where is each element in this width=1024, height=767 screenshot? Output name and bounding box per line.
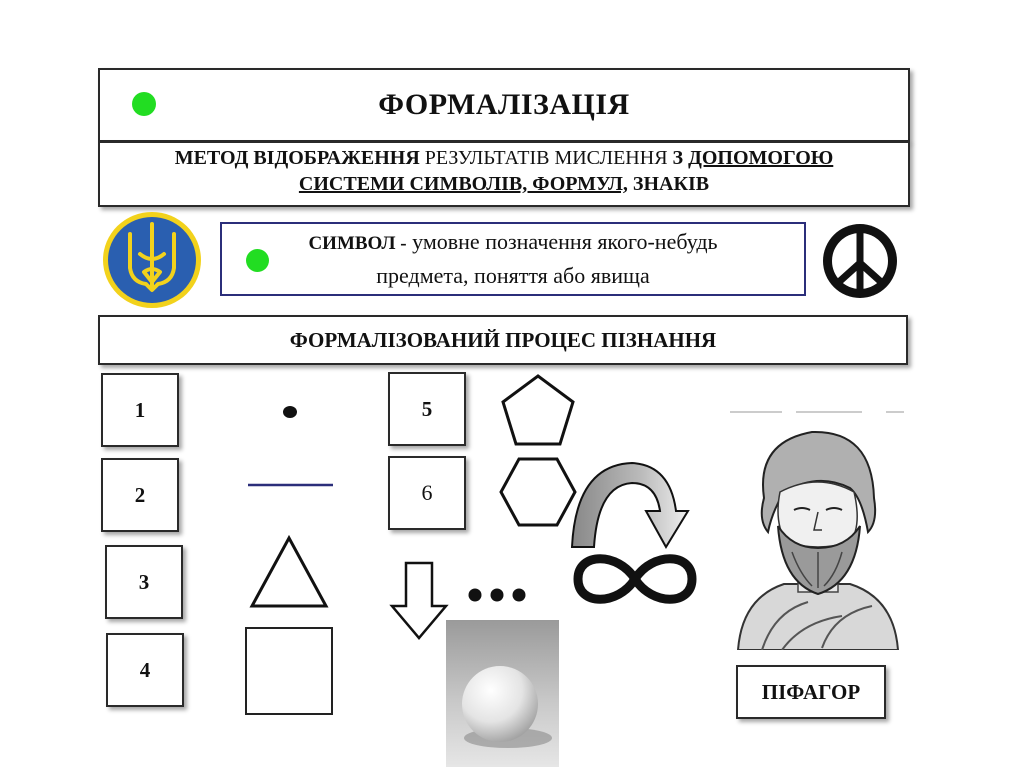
triangle-shape: [248, 534, 330, 610]
process-title: ФОРМАЛІЗОВАНИЙ ПРОЦЕС ПІЗНАННЯ: [289, 327, 717, 352]
definition-part-2: РЕЗУЛЬТАТІВ МИСЛЕННЯ: [419, 147, 673, 169]
pythagoras-bust-image: [722, 402, 912, 650]
symbol-term: СИМВОЛ -: [308, 233, 407, 254]
symbol-text-line-1: умовне позначення якого-небудь: [406, 229, 718, 254]
trident-emblem: [100, 210, 204, 310]
number-box-4: 4: [106, 633, 184, 707]
peace-sign-icon: [822, 223, 898, 299]
symbol-definition: [220, 226, 806, 292]
square-shape: [244, 626, 334, 716]
ellipsis-icon: [464, 585, 534, 605]
definition-part-6: ЗНАКІВ: [627, 173, 710, 195]
curved-arrow-icon: [566, 455, 706, 555]
number-box-5: 5: [388, 372, 466, 446]
symbol-text-line-2: предмета, поняття або явища: [376, 263, 650, 288]
pythagoras-label: ПІФАГОР: [761, 679, 861, 704]
definition-part-1: МЕТОД ВІДОБРАЖЕННЯ: [174, 147, 420, 169]
definition-part-5: СИСТЕМИ СИМВОЛІВ, ФОРМУЛ,: [298, 173, 628, 195]
pentagon-shape: [497, 372, 579, 448]
number-box-6: 6: [388, 456, 466, 530]
point-shape: [280, 402, 300, 422]
sphere-photo: [446, 620, 559, 767]
definition-text: [98, 145, 910, 197]
infinity-symbol-icon: [570, 546, 700, 612]
slide-title: ФОРМАЛІЗАЦІЯ: [378, 88, 630, 121]
definition-part-4: ДОПОМОГОЮ: [688, 147, 834, 169]
number-box-1: 1: [101, 373, 179, 447]
number-box-2: 2: [101, 458, 179, 532]
definition-part-3: З: [672, 147, 684, 169]
number-box-3: 3: [105, 545, 183, 619]
line-shape: [246, 480, 336, 490]
down-arrow-icon: [388, 560, 450, 642]
